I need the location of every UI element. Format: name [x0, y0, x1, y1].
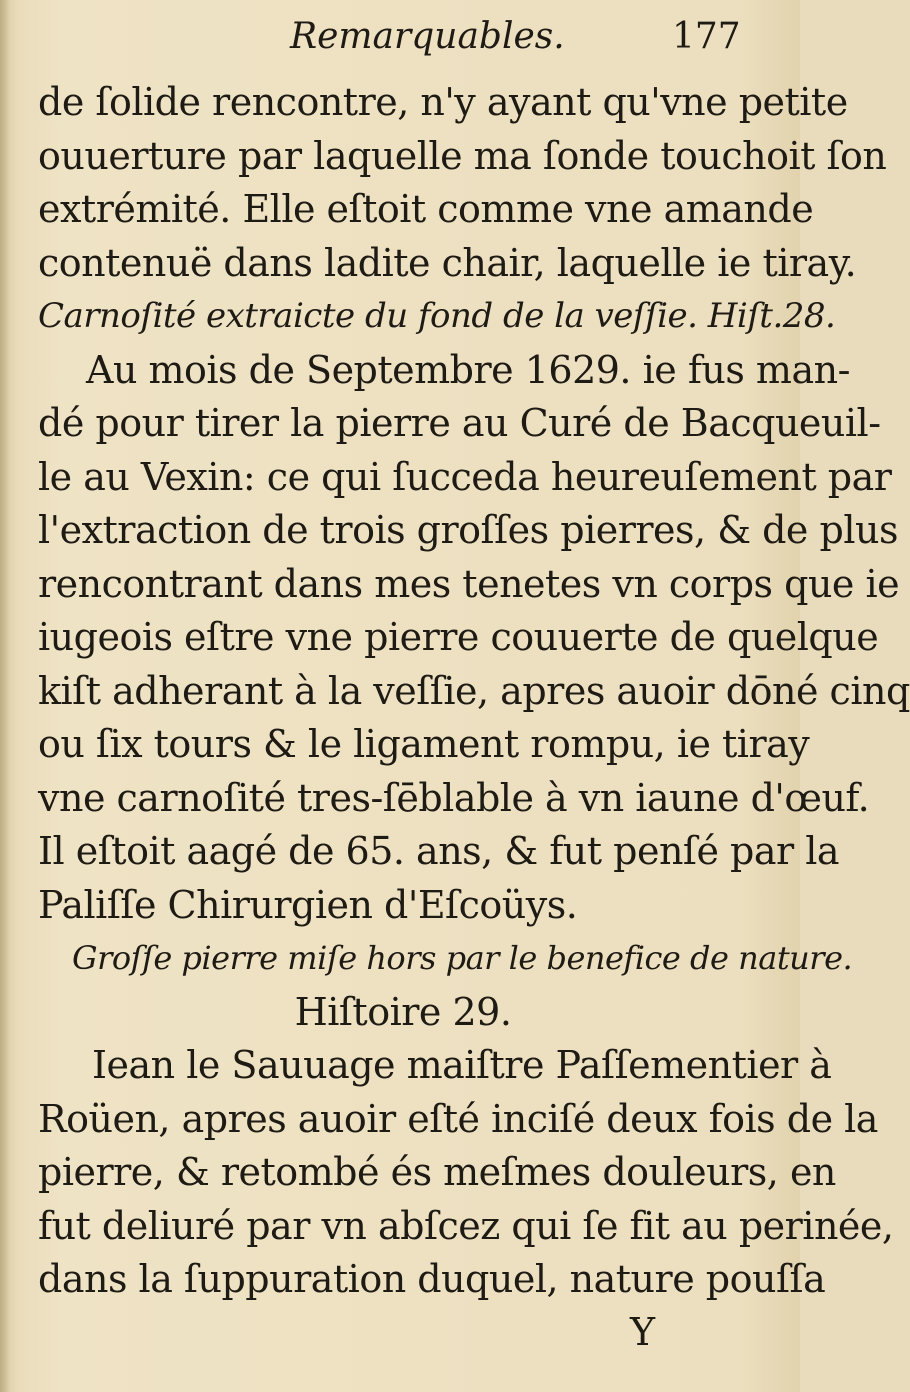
page-number: 177 [672, 16, 741, 57]
page-spine-shadow [0, 0, 10, 1392]
text-line: pierre, & retombé és meſmes douleurs, en [38, 1150, 836, 1194]
page-header [0, 10, 800, 70]
text-line: Paliſſe Chirurgien d'Eſcoüys. [38, 883, 578, 927]
text-line: ou ſix tours & le ligament rompu, ie tiray [38, 722, 810, 766]
text-line: iugeois eſtre vne pierre couuerte de quelque [38, 615, 879, 659]
text-line: le au Vexin: ce qui ſucceda heureuſement par [38, 455, 892, 499]
text-line: dans la ſuppuration duquel, nature pouſſa [38, 1257, 826, 1301]
text-line: de ſolide rencontre, n'y ayant qu'vne petite [38, 80, 848, 124]
story-number: Hiſtoire 29. [294, 990, 512, 1034]
catchword: Y [630, 1310, 656, 1354]
text-line: fut deliuré par vn abſcez qui ſe fit au perinée, [38, 1204, 894, 1248]
text-line: dé pour tirer la pierre au Curé de Bacqueuil- [38, 401, 881, 445]
text-line: vne carnoſité tres-ſēblable à vn iaune d'œuf. [38, 776, 870, 820]
text-line: extrémité. Elle eſtoit comme vne amande [38, 187, 814, 231]
section-heading: Carnoſité extraicte du fond de la veſſie. Hiſt.28. [38, 296, 836, 336]
section-heading: Groſſe pierre miſe hors par le benefice de nature. [72, 939, 853, 977]
text-line: Iean le Sauuage maiſtre Paſſementier à [92, 1043, 832, 1087]
text-line: kiſt adherant à la veſſie, apres auoir dōné cinq [38, 669, 910, 713]
text-line: rencontrant dans mes tenetes vn corps que ie [38, 562, 900, 606]
running-head: Remarquables. [290, 16, 565, 57]
text-line: l'extraction de trois groſſes pierres, & de plus [38, 508, 898, 552]
text-line: Il eſtoit aagé de 65. ans, & fut penſé par la [38, 829, 840, 873]
text-line: ouuerture par laquelle ma ſonde touchoit ſon [38, 134, 887, 178]
text-line: contenuë dans ladite chair, laquelle ie tiray. [38, 241, 857, 285]
text-line: Roüen, apres auoir eſté inciſé deux fois de la [38, 1097, 878, 1141]
text-line: Au mois de Septembre 1629. ie fus man- [86, 348, 850, 392]
